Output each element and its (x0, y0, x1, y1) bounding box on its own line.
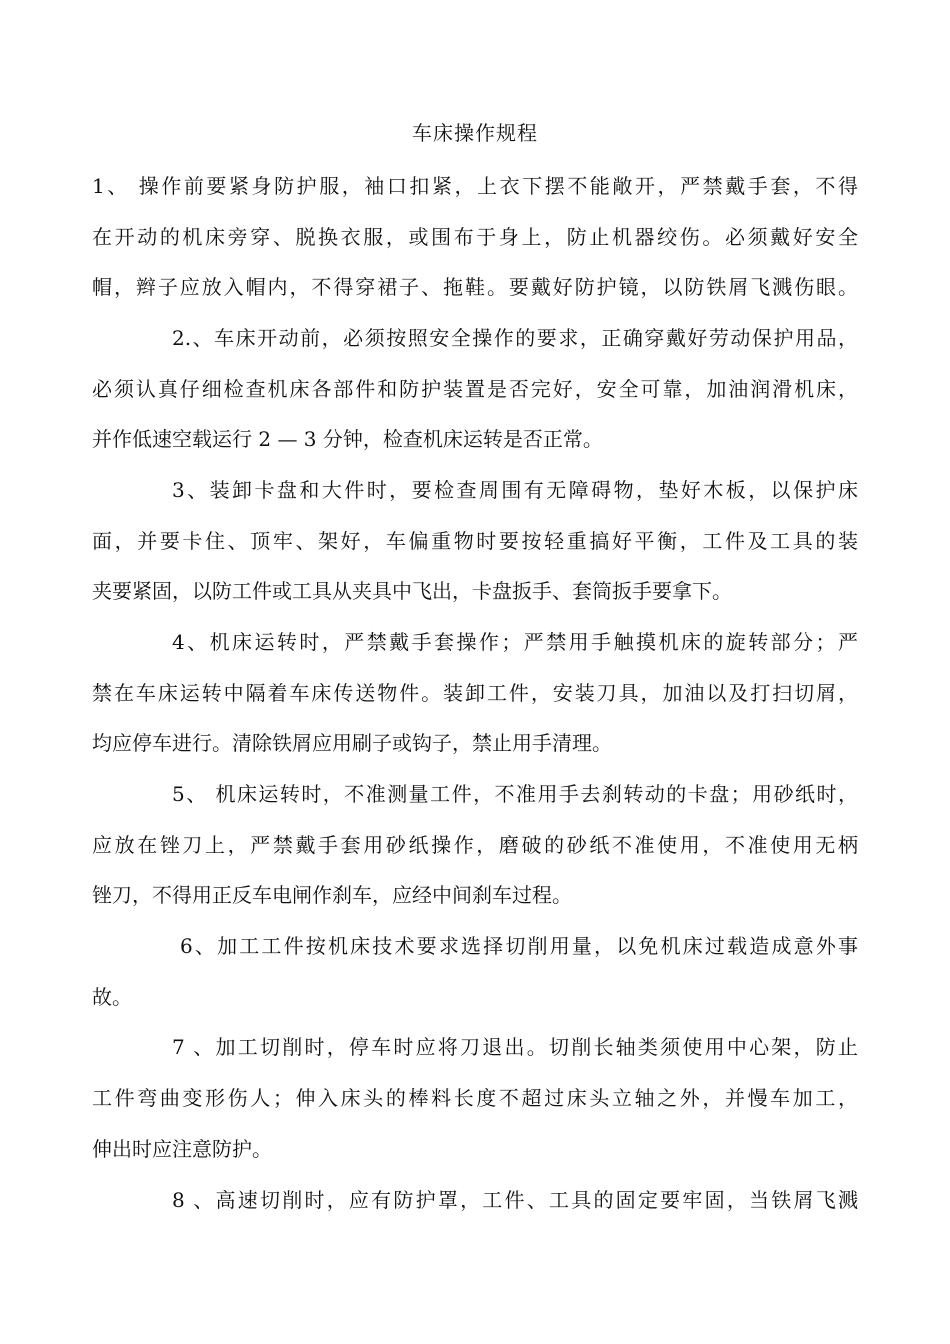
body-line: 8 、高速切削时，应有防护罩，工件、工具的固定要牢固，当铁屑飞溅 (172, 1188, 858, 1212)
document-title: 车床操作规程 (412, 121, 538, 145)
body-line: 应放在锉刀上，严禁戴手套用砂纸操作，磨破的砂纸不准使用，不准使用无柄 (92, 833, 858, 857)
body-line: 均应停车进行。清除铁屑应用刷子或钩子，禁止用手清理。 (92, 731, 612, 755)
body-line: 夹要紧固，以防工件或工具从夹具中飞出，卡盘扳手、套筒扳手要拿下。 (92, 579, 732, 603)
body-line: 6、加工工件按机床技术要求选择切削用量，以免机床过载造成意外事 (180, 934, 858, 958)
body-line: 并作低速空载运行 2 — 3 分钟，检查机床运转是否正常。 (92, 427, 603, 451)
body-line: 1、 操作前要紧身防护服，袖口扣紧，上衣下摆不能敞开，严禁戴手套，不得 (92, 174, 858, 198)
body-line: 4、机床运转时，严禁戴手套操作；严禁用手触摸机床的旋转部分；严 (172, 630, 858, 654)
body-line: 锉刀，不得用正反车电闸作刹车，应经中间刹车过程。 (92, 883, 572, 907)
body-line: 在开动的机床旁穿、脱换衣服，或围布于身上，防止机器绞伤。必须戴好安全 (92, 225, 858, 249)
body-line: 工件弯曲变形伤人；伸入床头的棒料长度不超过床头立轴之外，并慢车加工， (92, 1086, 858, 1110)
body-line: 必须认真仔细检查机床各部件和防护装置是否完好，安全可靠，加油润滑机床， (92, 377, 858, 401)
body-line: 7 、加工切削时，停车时应将刀退出。切削长轴类须使用中心架，防止 (172, 1035, 858, 1059)
body-line: 3、装卸卡盘和大件时，要检查周围有无障碍物，垫好木板，以保护床 (172, 478, 858, 502)
body-line: 禁在车床运转中隔着车床传送物件。装卸工件，安装刀具，加油以及打扫切屑， (92, 681, 858, 705)
body-line: 帽，辫子应放入帽内，不得穿裙子、拖鞋。要戴好防护镜，以防铁屑飞溅伤眼。 (92, 275, 858, 299)
body-line: 5、 机床运转时，不准测量工件，不准用手去刹转动的卡盘；用砂纸时， (172, 782, 858, 806)
body-line: 面，并要卡住、顶牢、架好，车偏重物时要按轻重搞好平衡，工件及工具的装 (92, 529, 858, 553)
body-line: 故。 (92, 985, 132, 1009)
body-line: 伸出时应注意防护。 (92, 1137, 272, 1161)
body-line: 2.、车床开动前，必须按照安全操作的要求，正确穿戴好劳动保护用品， (172, 326, 858, 350)
